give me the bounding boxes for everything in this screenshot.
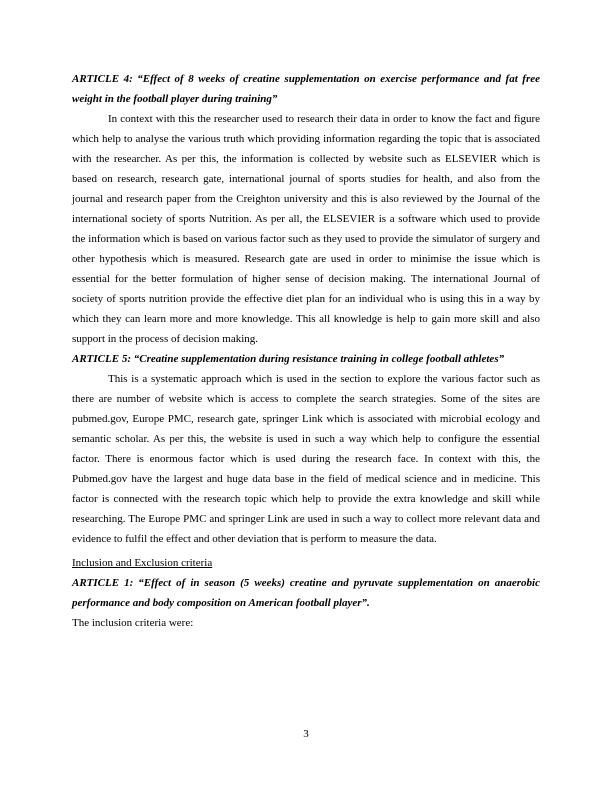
article-4-heading: ARTICLE 4: “Effect of 8 weeks of creatine supplementation on exercise performance and fat free weight in the football player during training” (72, 73, 540, 105)
article-5-heading: ARTICLE 5: “Creatine supplementation during resistance training in college football athletes” (72, 353, 505, 365)
article-4-body: In context with this the researcher used to research their data in order to know the fact and figure which help to analyse the various truth which providing information regarding the topic that is associated with the researcher. As per this, the information is collected by website such as ELSEVIER which is based on research, research gate, international journal of sports studies for health, and also from the journal and research paper from the Creighton university and this is also reviewed by the Journal of the international society of sports Nutrition. As per all, the ELSEVIER is a software which used to provide the information which is based on various factor such as they used to provide the simulator of surgery and other hypothesis which is measured. Research gate are used in order to minimise the issue which is essential for the better formulation of higher sense of decision making. The international Journal of society of sports nutrition provide the effective diet plan for an individual who is using this in a way by which they can learn more and more knowledge. This all knowledge is help to gain more skill and also support in the process of decision making. (72, 113, 540, 345)
page-number: 3 (303, 728, 309, 740)
article-1-heading: ARTICLE 1: “Effect of in season (5 weeks) creatine and pyruvate supplementation on anaerobic performance and body composition on American football player”. (72, 577, 540, 609)
document-page (72, 69, 540, 633)
inclusion-exclusion-heading: Inclusion and Exclusion criteria (72, 557, 213, 569)
article-5-body: This is a systematic approach which is used in the section to explore the various factor such as there are number of website which is access to complete the search strategies. Some of the sites are pubmed.gov, Europe PMC, research gate, springer Link which is associated with microbial ecology and semantic scholar. As per this, the website is used in such a way which help to configure the essential factor. There is enormous factor which is used during the research face. In context with this, the Pubmed.gov have the largest and huge data base in the field of medical science and in medicine. This factor is connected with the research topic which help to provide the extra knowledge and skill while researching. The Europe PMC and springer Link are used in such a way to collect more relevant data and evidence to fulfil the effect and other deviation that is perform to measure the data. (72, 373, 540, 545)
inclusion-criteria-line: The inclusion criteria were: (72, 617, 194, 629)
